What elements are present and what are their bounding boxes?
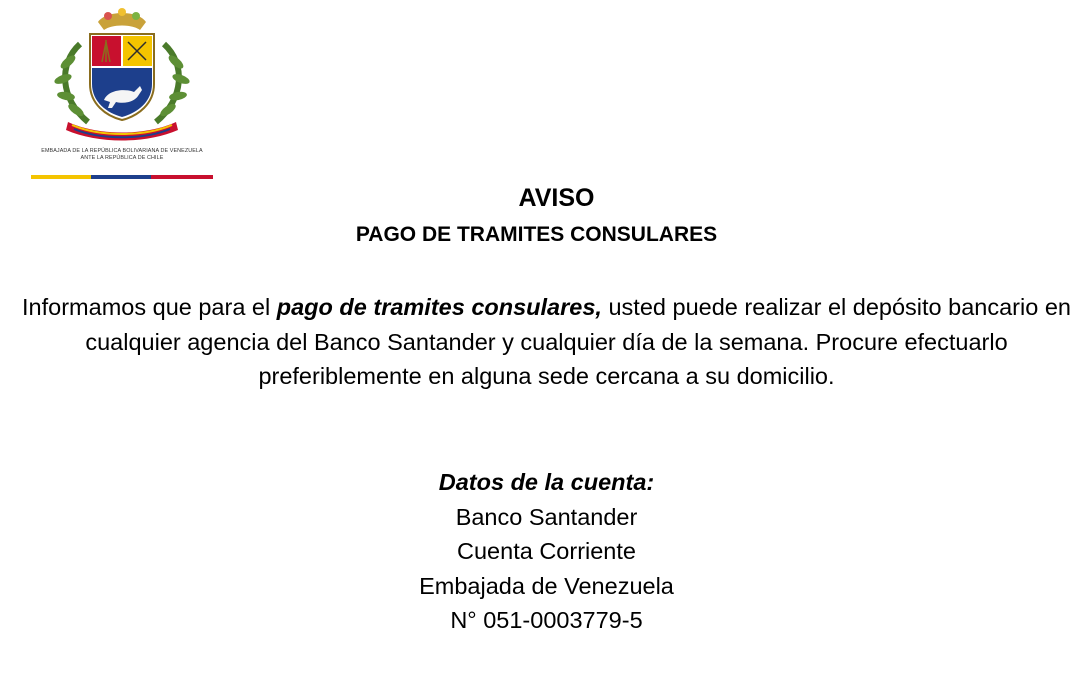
flag-bar-blue — [91, 175, 151, 179]
flag-bar-red — [151, 175, 213, 179]
flag-bar-yellow — [31, 175, 91, 179]
logo-caption-line1: EMBAJADA DE LA REPÚBLICA BOLIVARIANA DE VENEZUELA — [41, 148, 203, 154]
notice-paragraph — [20, 290, 1073, 394]
notice-title: AVISO — [518, 184, 595, 212]
account-number: N° 051-0003779-5 — [450, 607, 643, 633]
account-type: Cuenta Corriente — [457, 538, 636, 564]
account-holder: Embajada de Venezuela — [419, 572, 674, 599]
logo-caption — [28, 148, 216, 162]
paragraph-emphasis: pago de tramites consulares, — [276, 294, 602, 320]
account-heading: Datos de la cuenta: — [438, 469, 655, 495]
coat-of-arms-icon — [28, 4, 216, 146]
account-bank: Banco Santander — [455, 503, 638, 530]
flag-color-bar — [31, 175, 213, 179]
paragraph-body: usted puede realizar el depósito bancario en cualquier agencia del Banco Santander y cualquier día de la semana. Procure efectuarlo preferiblemente en alguna sede cercana a su domicilio. — [85, 294, 1071, 389]
paragraph-intro: Informamos que para el — [22, 294, 277, 320]
logo-caption-line2: ANTE LA REPÚBLICA DE CHILE — [80, 155, 164, 161]
account-details — [20, 465, 1073, 638]
notice-subtitle: PAGO DE TRAMITES CONSULARES — [355, 223, 718, 246]
embassy-logo — [28, 4, 216, 180]
